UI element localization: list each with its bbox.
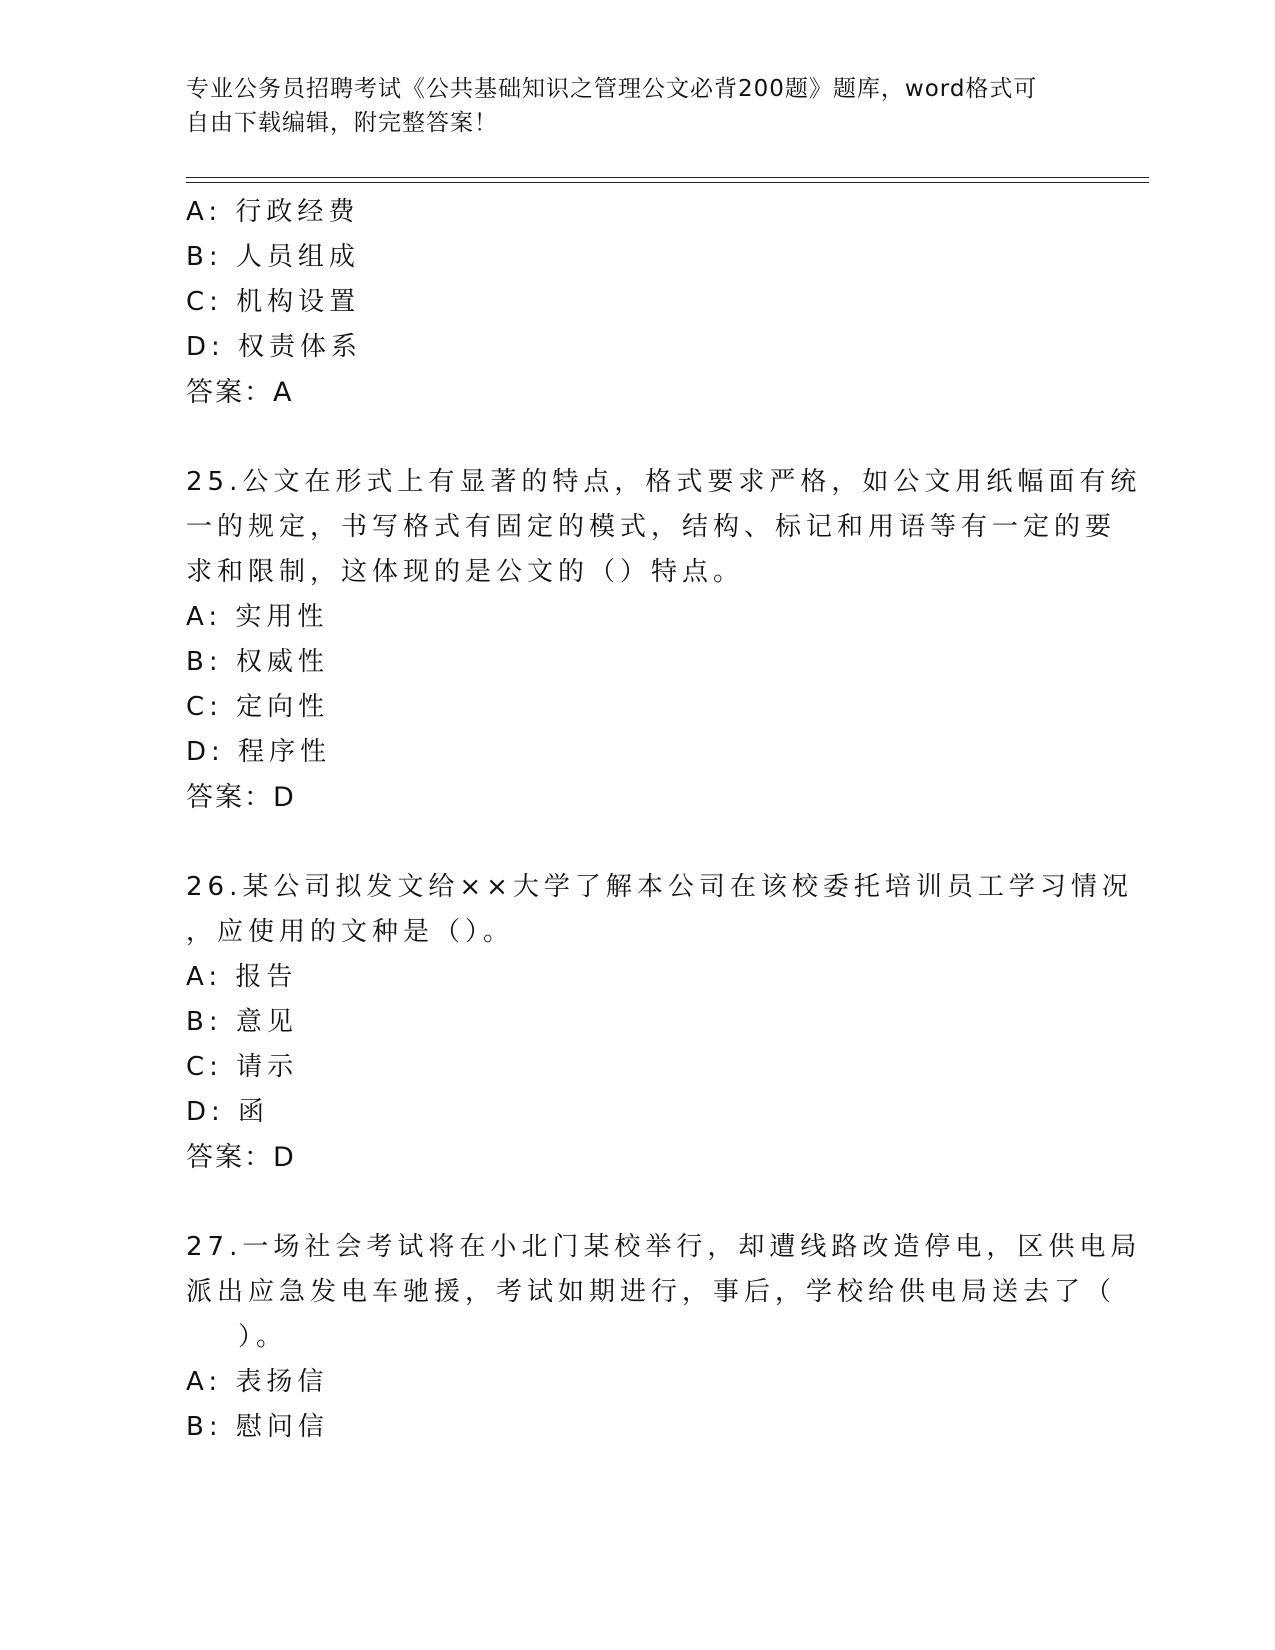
option-a: A: 行政经费 [186, 197, 360, 227]
option-c: C: 机构设置 [186, 287, 361, 317]
question-text [186, 865, 1133, 955]
answer-line: 答案：A [186, 377, 294, 408]
question-block-26 [186, 865, 1133, 1180]
option-a: A: 表扬信 [186, 1367, 329, 1397]
header-rule-bottom [186, 182, 1149, 183]
option-d: D: 程序性 [186, 737, 332, 767]
question-list [186, 190, 1142, 1450]
option-c: C: 定向性 [186, 692, 330, 722]
question-text [186, 1225, 1142, 1360]
question-block-25 [186, 460, 1142, 820]
option-b: B: 慰问信 [186, 1412, 329, 1442]
question-line: 一的规定，书写格式有固定的模式，结构、标记和用语等有一定的要 [186, 512, 1117, 542]
document-header [186, 72, 1066, 140]
option-b: B: 人员组成 [186, 242, 360, 272]
option-d: D: 函 [186, 1097, 270, 1127]
option-a: A: 实用性 [186, 602, 329, 632]
option-b: B: 意见 [186, 1007, 298, 1037]
option-c: C: 请示 [186, 1052, 299, 1082]
question-text [186, 460, 1142, 595]
header-rule-top [186, 177, 1149, 178]
header-line-1: 专业公务员招聘考试《公共基础知识之管理公文必背200题》题库，word格式可 [186, 76, 1038, 102]
question-block-27 [186, 1225, 1142, 1450]
header-line-2: 自由下载编辑，附完整答案！ [186, 110, 498, 136]
answer-line: 答案：D [186, 782, 296, 813]
answer-line: 答案：D [186, 1142, 296, 1173]
question-line: 26.某公司拟发文给××大学了解本公司在该校委托培训员工学习情况 [186, 872, 1133, 902]
question-line: 27.一场社会考试将在小北门某校举行，却遭线路改造停电，区供电局 [186, 1232, 1142, 1262]
question-line: ）。 [238, 1322, 288, 1352]
option-d: D: 权责体系 [186, 332, 363, 362]
question-block-24 [186, 190, 1066, 415]
option-b: B: 权威性 [186, 647, 329, 677]
question-line: 派出应急发电车驰援，考试如期进行，事后，学校给供电局送去了（ [186, 1277, 1117, 1307]
question-line: 25.公文在形式上有显著的特点，格式要求严格，如公文用纸幅面有统 [186, 467, 1142, 497]
question-line: 求和限制，这体现的是公文的（）特点。 [186, 557, 745, 587]
question-line: ，应使用的文种是（）。 [186, 917, 515, 947]
option-a: A: 报告 [186, 962, 298, 992]
